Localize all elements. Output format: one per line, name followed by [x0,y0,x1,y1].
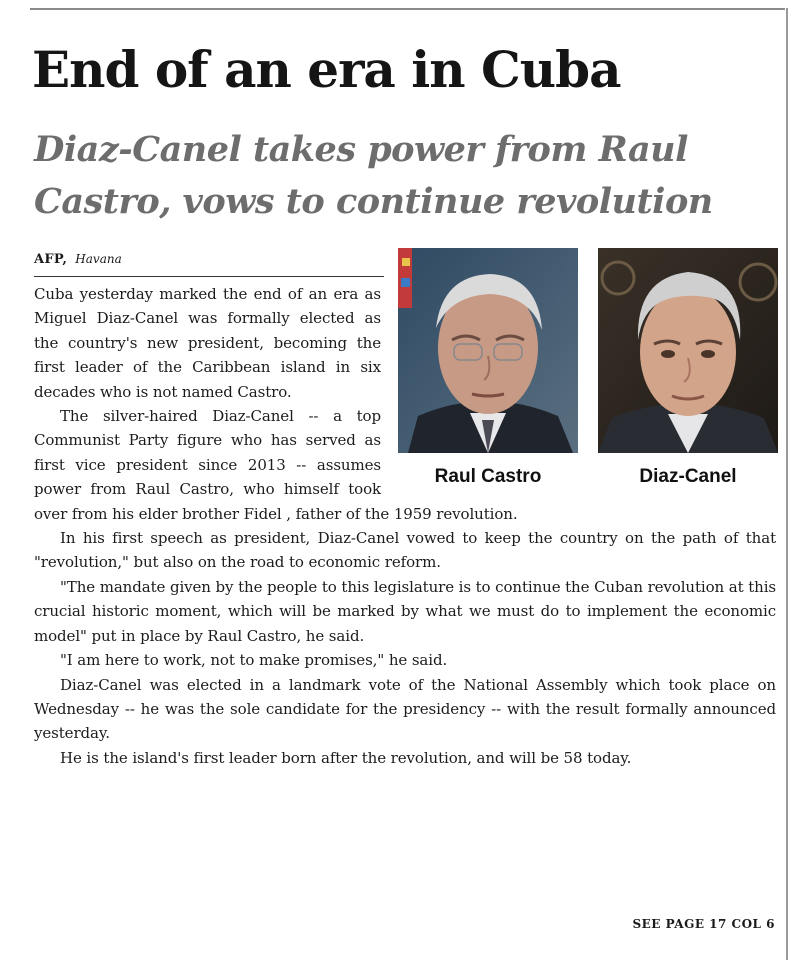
paragraph: "The mandate given by the people to this legislature is to continue the Cuban revolution at this crucial historic moment, which will be marked by what we must do to implement the economic model" put in place by Raul Castro, he said. [34,577,776,645]
paragraph: "I am here to work, not to make promises," he said. [60,651,448,670]
paragraph: Diaz-Canel was elected in a landmark vote of the National Assembly which took place on Wednesday -- he was the sole candidate for the presidency -- with the result formally announced yesterday. [34,675,776,743]
continuation-note: SEE PAGE 17 COL 6 [632,917,775,931]
top-rule [30,8,785,10]
byline-rule [34,276,384,277]
paragraph: He is the island's first leader born after the revolution, and will be 58 today. [60,748,632,767]
byline [34,252,122,267]
photo-caption-raul-castro: Raul Castro [434,466,542,487]
photo-caption-diaz-canel: Diaz-Canel [639,466,737,487]
article-body [34,282,776,770]
photo-spacer [381,282,776,494]
paragraph: The silver-haired Diaz-Canel -- a top Communist Party figure who has served as first vice president since 2013 -- assumes power from Raul Castro, who himself took over from his elder brother Fidel , father of the 1959 revolution. [34,407,518,523]
byline-location: Havana [75,252,122,266]
paragraph: Cuba yesterday marked the end of an era as Miguel Diaz-Canel was formally elected as the country's new president, becoming the first leader of the Caribbean island in six decades who is not named Castro. [34,285,381,401]
subheadline: Diaz-Canel takes power from Raul Castro, vows to continue revolution [34,129,713,222]
paragraph: In his first speech as president, Diaz-Canel vowed to keep the country on the path of that "revolution," but also on the road to economic reform. [34,529,776,572]
byline-agency: AFP, [34,252,68,267]
column-rule [786,8,788,960]
headline: End of an era in Cuba [32,40,621,99]
